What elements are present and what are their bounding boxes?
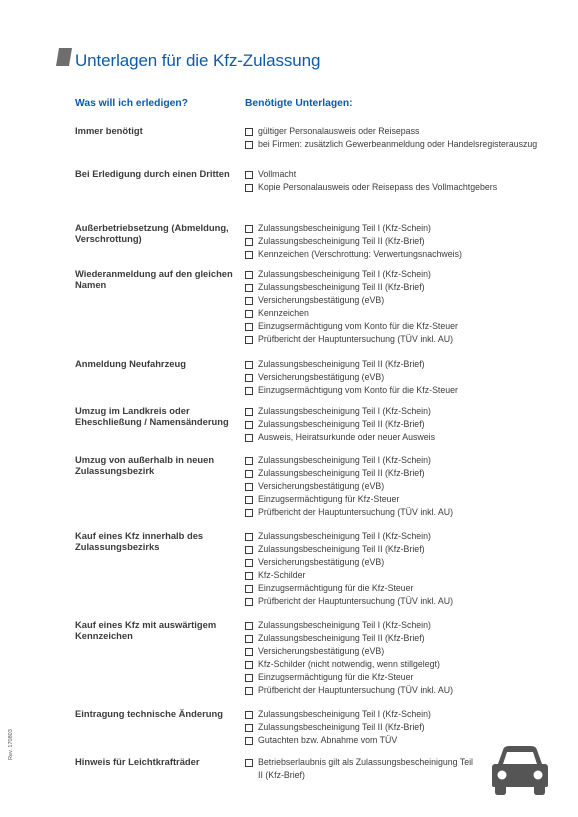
list-item: Prüfbericht der Hauptuntersuchung (TÜV inkl. AU)	[245, 684, 545, 697]
list-item: Vollmacht	[245, 168, 545, 181]
list-item: Kopie Personalausweis oder Reisepass des Vollmachtgebers	[245, 181, 545, 194]
checkbox[interactable]	[245, 361, 253, 369]
checkbox[interactable]	[245, 251, 253, 259]
checkbox[interactable]	[245, 336, 253, 344]
checkbox[interactable]	[245, 184, 253, 192]
checkbox[interactable]	[245, 141, 253, 149]
row-label: Umzug im Landkreis oder Eheschließung / Namensänderung	[75, 405, 229, 427]
list-item: Kfz-Schilder	[245, 569, 545, 582]
checkbox[interactable]	[245, 661, 253, 669]
car-icon	[491, 744, 549, 796]
checkbox[interactable]	[245, 496, 253, 504]
list-item: Versicherungsbestätigung (eVB)	[245, 480, 545, 493]
checkbox[interactable]	[245, 271, 253, 279]
checkbox[interactable]	[245, 648, 253, 656]
checkbox[interactable]	[245, 310, 253, 318]
page-title: Unterlagen für die Kfz-Zulassung	[75, 51, 321, 70]
checkbox[interactable]	[245, 509, 253, 517]
row-label: Kauf eines Kfz mit auswärtigem Kennzeichen	[75, 619, 217, 641]
checkbox[interactable]	[245, 171, 253, 179]
list-item: gültiger Personalausweis oder Reisepass	[245, 125, 545, 138]
checkbox[interactable]	[245, 323, 253, 331]
checkbox[interactable]	[245, 559, 253, 567]
checkbox[interactable]	[245, 434, 253, 442]
checkbox[interactable]	[245, 374, 253, 382]
list-item: Zulassungsbescheinigung Teil I (Kfz-Schein)	[245, 708, 545, 721]
list-item: Zulassungsbescheinigung Teil I (Kfz-Schein)	[245, 530, 545, 543]
list-item: Zulassungsbescheinigung Teil I (Kfz-Schein)	[245, 222, 545, 235]
list-item: Prüfbericht der Hauptuntersuchung (TÜV inkl. AU)	[245, 506, 545, 519]
logo-icon	[56, 48, 72, 66]
document-list	[245, 405, 545, 444]
list-item: Kennzeichen	[245, 307, 545, 320]
list-item: Zulassungsbescheinigung Teil II (Kfz-Brief)	[245, 235, 545, 248]
list-item: Zulassungsbescheinigung Teil II (Kfz-Brief)	[245, 418, 545, 431]
row-label: Hinweis für Leichtkrafträder	[75, 756, 200, 767]
revision-note: Rev. 170803	[8, 729, 14, 760]
document-list	[245, 358, 545, 397]
list-item: Versicherungsbestätigung (eVB)	[245, 556, 545, 569]
list-item: Zulassungsbescheinigung Teil I (Kfz-Schein)	[245, 268, 545, 281]
list-item: Gutachten bzw. Abnahme vom TÜV	[245, 734, 545, 747]
list-item: Ausweis, Heiratsurkunde oder neuer Ausweis	[245, 431, 545, 444]
list-item: Zulassungsbescheinigung Teil I (Kfz-Schein)	[245, 619, 545, 632]
checkbox[interactable]	[245, 674, 253, 682]
list-item: Zulassungsbescheinigung Teil I (Kfz-Schein)	[245, 405, 545, 418]
list-item: Zulassungsbescheinigung Teil II (Kfz-Brief)	[245, 632, 545, 645]
row-label: Umzug von außerhalb in neuen Zulassungsbezirk	[75, 454, 215, 476]
document-list	[245, 268, 545, 346]
list-item: Einzugsermächtigung für Kfz-Steuer	[245, 493, 545, 506]
list-item: Kfz-Schilder (nicht notwendig, wenn stillgelegt)	[245, 658, 545, 671]
checkbox[interactable]	[245, 225, 253, 233]
checkbox[interactable]	[245, 421, 253, 429]
row-label: Außerbetriebsetzung (Abmeldung, Verschrottung)	[75, 222, 229, 244]
list-item: Zulassungsbescheinigung Teil II (Kfz-Brief)	[245, 281, 545, 294]
checkbox[interactable]	[245, 572, 253, 580]
list-item: Zulassungsbescheinigung Teil II (Kfz-Brief)	[245, 358, 545, 371]
list-item: Versicherungsbestätigung (eVB)	[245, 645, 545, 658]
checkbox[interactable]	[245, 635, 253, 643]
list-item: Zulassungsbescheinigung Teil II (Kfz-Brief)	[245, 543, 545, 556]
list-item: Versicherungsbestätigung (eVB)	[245, 294, 545, 307]
list-item: Einzugsermächtigung für die Kfz-Steuer	[245, 582, 545, 595]
checkbox[interactable]	[245, 470, 253, 478]
checkbox[interactable]	[245, 457, 253, 465]
document-list	[245, 168, 545, 194]
checkbox[interactable]	[245, 711, 253, 719]
list-item: Einzugsermächtigung vom Konto für die Kfz-Steuer	[245, 320, 545, 333]
list-item: Zulassungsbescheinigung Teil I (Kfz-Schein)	[245, 454, 545, 467]
document-list	[245, 619, 545, 697]
checkbox[interactable]	[245, 687, 253, 695]
list-item: Zulassungsbescheinigung Teil II (Kfz-Brief)	[245, 721, 545, 734]
document-list	[245, 530, 545, 608]
list-item: bei Firmen: zusätzlich Gewerbeanmeldung oder Handelsregisterauszug	[245, 138, 545, 151]
document-list	[245, 454, 545, 519]
row-label: Kauf eines Kfz innerhalb des Zulassungsbezirks	[75, 530, 204, 552]
document-list	[245, 756, 477, 782]
list-item: Betriebserlaubnis gilt als Zulassungsbescheinigung Teil II (Kfz-Brief)	[245, 756, 477, 782]
checkbox[interactable]	[245, 533, 253, 541]
checkbox[interactable]	[245, 759, 253, 767]
list-item: Zulassungsbescheinigung Teil II (Kfz-Brief)	[245, 467, 545, 480]
document-list	[245, 125, 545, 151]
checkbox[interactable]	[245, 737, 253, 745]
list-item: Prüfbericht der Hauptuntersuchung (TÜV inkl. AU)	[245, 333, 545, 346]
checkbox[interactable]	[245, 387, 253, 395]
list-item: Kennzeichen (Verschrottung: Verwertungsnachweis)	[245, 248, 545, 261]
row-label: Eintragung technische Änderung	[75, 708, 223, 719]
checkbox[interactable]	[245, 483, 253, 491]
row-label: Bei Erledigung durch einen Dritten	[75, 168, 230, 179]
list-item: Versicherungsbestätigung (eVB)	[245, 371, 545, 384]
list-item: Prüfbericht der Hauptuntersuchung (TÜV inkl. AU)	[245, 595, 545, 608]
list-item: Einzugsermächtigung für die Kfz-Steuer	[245, 671, 545, 684]
checkbox[interactable]	[245, 297, 253, 305]
checkbox[interactable]	[245, 284, 253, 292]
checkbox[interactable]	[245, 238, 253, 246]
checkbox[interactable]	[245, 408, 253, 416]
row-label: Anmeldung Neufahrzeug	[75, 358, 186, 369]
checkbox[interactable]	[245, 585, 253, 593]
checkbox[interactable]	[245, 622, 253, 630]
column-header-documents: Benötigte Unterlagen:	[245, 98, 353, 109]
row-label: Wiederanmeldung auf den gleichen Namen	[75, 268, 233, 290]
document-list	[245, 222, 545, 261]
row-label: Immer benötigt	[75, 125, 143, 136]
list-item: Einzugsermächtigung vom Konto für die Kfz-Steuer	[245, 384, 545, 397]
checkbox[interactable]	[245, 128, 253, 136]
checkbox[interactable]	[245, 598, 253, 606]
document-list	[245, 708, 545, 747]
checkbox[interactable]	[245, 724, 253, 732]
checkbox[interactable]	[245, 546, 253, 554]
column-header-task: Was will ich erledigen?	[75, 98, 188, 109]
